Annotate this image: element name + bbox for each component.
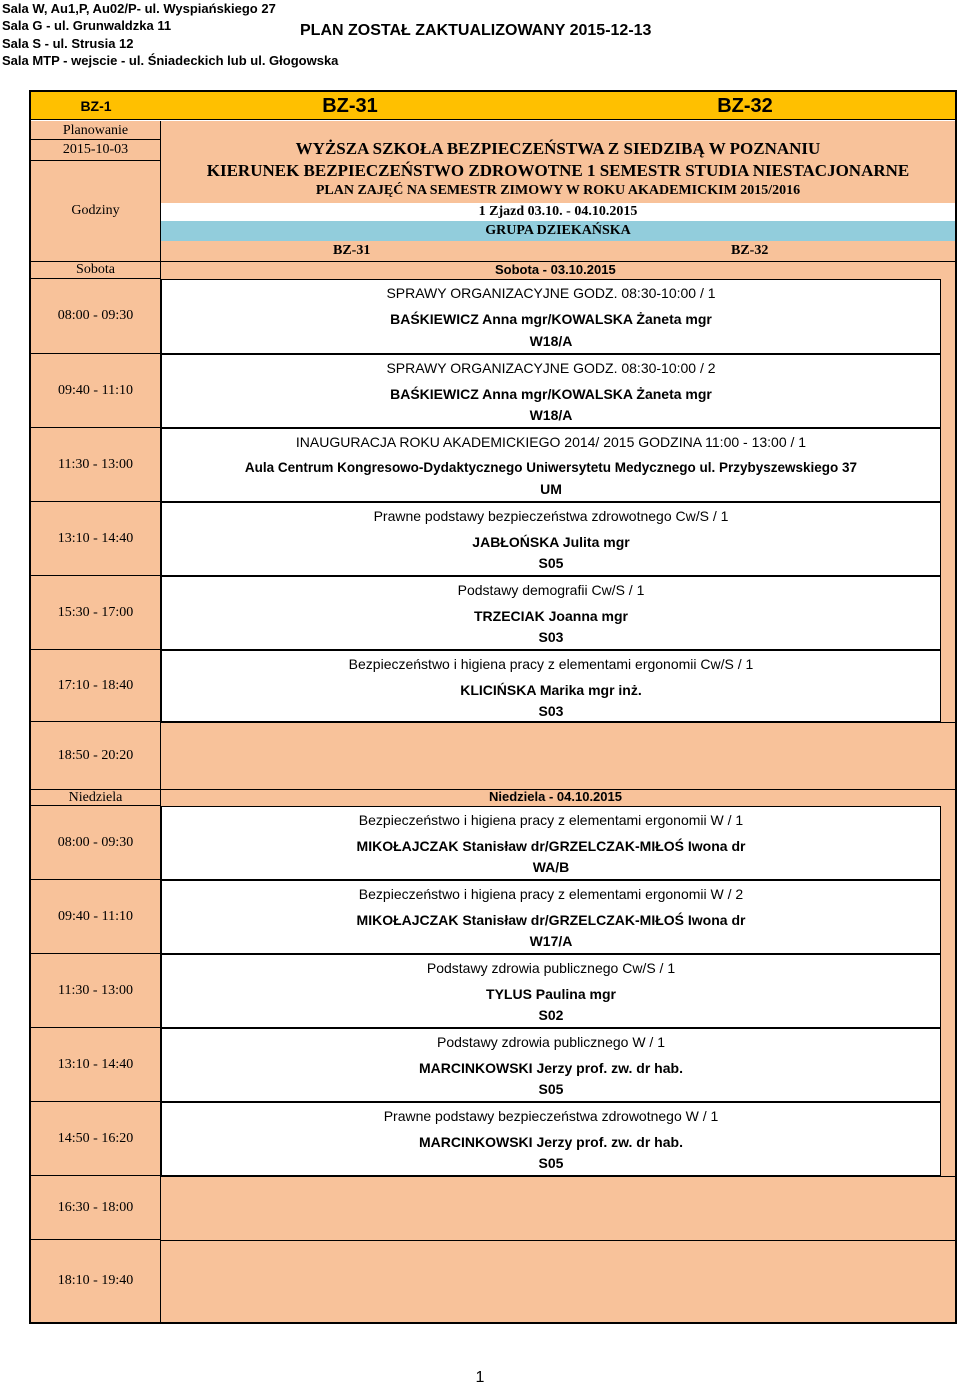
group-bz1: BZ-1: [80, 98, 112, 114]
class-block: [161, 650, 941, 722]
class-block: [161, 576, 941, 650]
group-bz32: BZ-32: [717, 94, 773, 117]
class-teacher: Aula Centrum Kongresowo-Dydaktycznego Uniwersytetu Medycznego ul. Przybyszewskiego 37: [244, 460, 858, 475]
day-label-niedziela: Niedziela: [31, 789, 161, 806]
sobota-right-strip: [941, 279, 955, 779]
class-block: [161, 1102, 941, 1176]
godziny-label: Godziny: [31, 161, 161, 261]
class-teacher: MARCINKOWSKI Jerzy prof. zw. dr hab.: [419, 1134, 683, 1150]
class-room: S05: [538, 1155, 564, 1171]
class-block: [161, 1028, 941, 1102]
class-title: INAUGURACJA ROKU AKADEMICKIEGO 2014/ 2015 GODZINA 11:00 - 13:00 / 1: [295, 434, 807, 450]
class-block: [161, 806, 941, 880]
class-room: W18/A: [529, 333, 573, 349]
room-info-line-1: Sala W, Au1,P, Au02/P- ul. Wyspiańskiego 27: [2, 1, 276, 16]
class-title: Podstawy zdrowia publicznego Cw/S / 1: [426, 960, 676, 976]
page-number: 1: [475, 1369, 485, 1386]
sobota-time-2: 09:40 - 11:10: [31, 354, 161, 428]
class-teacher: TYLUS Paulina mgr: [486, 986, 616, 1002]
sobota-time-5: 15:30 - 17:00: [31, 576, 161, 650]
class-title: Podstawy demografii Cw/S / 1: [457, 582, 645, 598]
niedziela-empty-divider: [161, 1240, 955, 1241]
class-room: S03: [538, 703, 564, 719]
sobota-empty-slot: [161, 722, 955, 789]
sobota-time-6: 17:10 - 18:40: [31, 650, 161, 722]
room-info-line-2: Sala G - ul. Grunwaldzka 11: [2, 18, 172, 33]
class-teacher: MARCINKOWSKI Jerzy prof. zw. dr hab.: [419, 1060, 683, 1076]
niedziela-date: Niedziela - 04.10.2015: [489, 789, 622, 804]
bz-subheader-bg: [161, 241, 955, 261]
class-room: S05: [538, 1081, 564, 1097]
class-teacher: KLICIŃSKA Marika mgr inż.: [460, 682, 642, 698]
update-banner: PLAN ZOSTAŁ ZAKTUALIZOWANY 2015-12-13: [300, 22, 652, 39]
planning-date: 2015-10-03: [31, 139, 161, 161]
class-teacher: MIKOŁAJCZAK Stanisław dr/GRZELCZAK-MIŁOŚ Iwona dr: [356, 838, 746, 854]
class-teacher: MIKOŁAJCZAK Stanisław dr/GRZELCZAK-MIŁOŚ Iwona dr: [356, 912, 746, 928]
class-title: Podstawy zdrowia publicznego W / 1: [437, 1034, 665, 1050]
sobota-time-7: 18:50 - 20:20: [31, 722, 161, 789]
class-block: [161, 279, 941, 354]
sobota-time-1: 08:00 - 09:30: [31, 279, 161, 354]
kierunek-line: KIERUNEK BEZPIECZEŃSTWO ZDROWOTNE 1 SEMESTR STUDIA NIESTACJONARNE: [206, 161, 910, 180]
niedziela-time-4: 13:10 - 14:40: [31, 1028, 161, 1102]
day-label-sobota: Sobota: [31, 261, 161, 279]
zjazd-line: 1 Zjazd 03.10. - 04.10.2015: [478, 204, 638, 219]
class-title: Prawne podstawy bezpieczeństwa zdrowotnego Cw/S / 1: [373, 508, 729, 524]
class-room: UM: [540, 481, 562, 497]
class-room: S02: [538, 1007, 564, 1023]
class-room: S03: [538, 629, 564, 645]
group-bz31: BZ-31: [322, 94, 378, 117]
class-title: Bezpieczeństwo i higiena pracy z elementami ergonomii W / 1: [358, 812, 744, 828]
niedziela-time-1: 08:00 - 09:30: [31, 806, 161, 880]
subheader-bz31: BZ-31: [333, 243, 371, 258]
class-teacher: BAŚKIEWICZ Anna mgr/KOWALSKA Żaneta mgr: [390, 311, 712, 327]
class-block: [161, 502, 941, 576]
class-block: [161, 880, 941, 954]
sobota-time-4: 13:10 - 14:40: [31, 502, 161, 576]
class-title: Prawne podstawy bezpieczeństwa zdrowotnego W / 1: [383, 1108, 719, 1124]
class-teacher: TRZECIAK Joanna mgr: [473, 608, 628, 624]
planowanie-label: Planowanie: [31, 121, 161, 139]
subheader-bz32: BZ-32: [731, 243, 769, 258]
niedziela-time-6: 16:30 - 18:00: [31, 1176, 161, 1240]
class-title: Bezpieczeństwo i higiena pracy z elementami ergonomii W / 2: [358, 886, 744, 902]
class-block: [161, 954, 941, 1028]
class-room: S05: [538, 555, 564, 571]
niedziela-empty-slots: [161, 1176, 955, 1322]
class-room: W18/A: [529, 407, 573, 423]
class-title: SPRAWY ORGANIZACYJNE GODZ. 08:30-10:00 / 1: [386, 285, 716, 301]
room-info-line-3: Sala S - ul. Strusia 12: [2, 36, 134, 51]
sobota-date: Sobota - 03.10.2015: [495, 262, 616, 277]
niedziela-time-2: 09:40 - 11:10: [31, 880, 161, 954]
sobota-time-3: 11:30 - 13:00: [31, 428, 161, 502]
class-title: Bezpieczeństwo i higiena pracy z elementami ergonomii Cw/S / 1: [348, 656, 754, 672]
grupa-line: GRUPA DZIEKAŃSKA: [485, 223, 631, 238]
room-info-line-4: Sala MTP - wejscie - ul. Śniadeckich lub ul. Głogowska: [2, 53, 339, 68]
class-teacher: JABŁOŃSKA Julita mgr: [472, 534, 630, 550]
niedziela-time-7: 18:10 - 19:40: [31, 1240, 161, 1322]
niedziela-time-5: 14:50 - 16:20: [31, 1102, 161, 1176]
school-name: WYŻSZA SZKOŁA BEZPIECZEŃSTWA Z SIEDZIBĄ W POZNANIU: [295, 139, 821, 158]
class-room: WA/B: [532, 859, 570, 875]
class-title: SPRAWY ORGANIZACYJNE GODZ. 08:30-10:00 / 2: [386, 360, 716, 376]
class-teacher: BAŚKIEWICZ Anna mgr/KOWALSKA Żaneta mgr: [390, 386, 712, 402]
class-block: [161, 428, 941, 502]
class-block: [161, 354, 941, 428]
class-room: W17/A: [529, 933, 573, 949]
niedziela-time-3: 11:30 - 13:00: [31, 954, 161, 1028]
plan-line: PLAN ZAJĘĆ NA SEMESTR ZIMOWY W ROKU AKADEMICKIM 2015/2016: [315, 183, 801, 198]
